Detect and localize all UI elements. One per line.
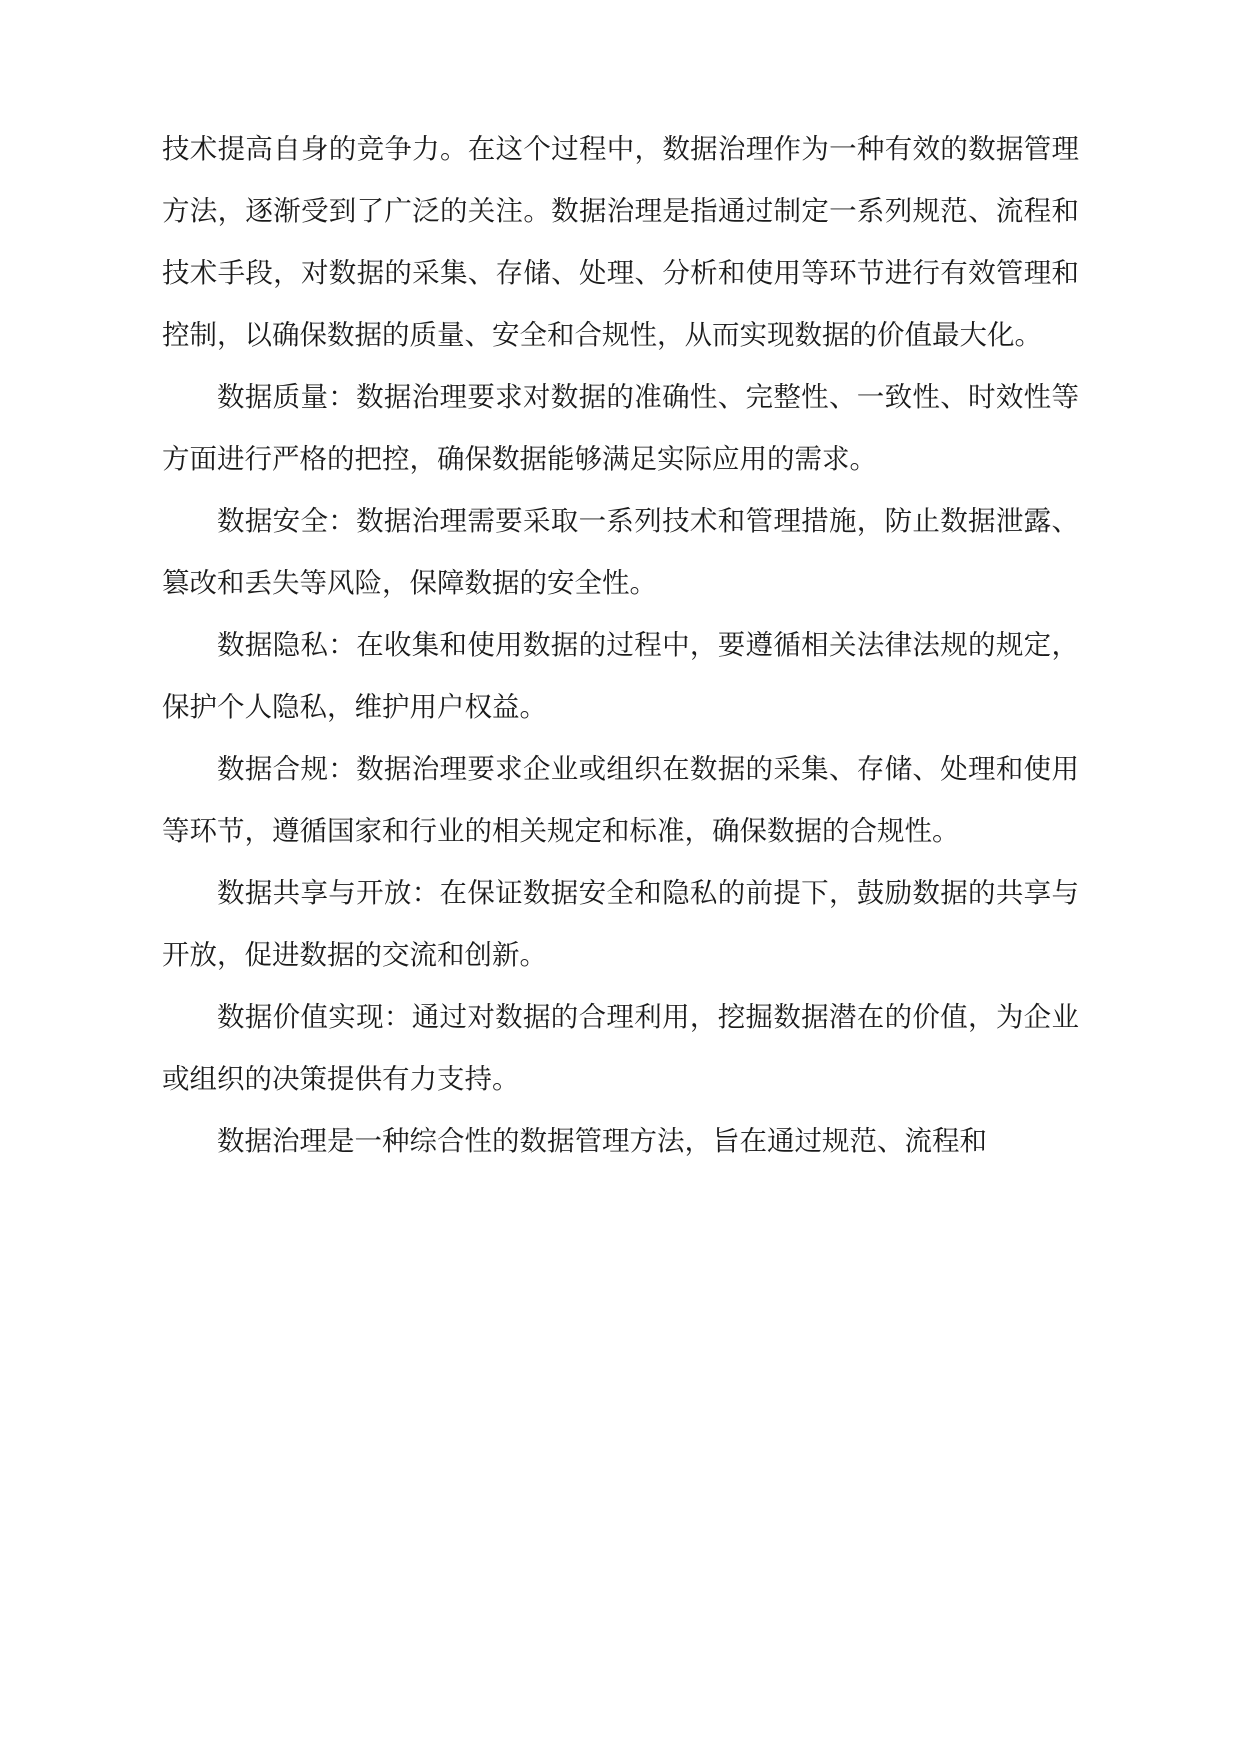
paragraph-2: 数据质量：数据治理要求对数据的准确性、完整性、一致性、时效性等方面进行严格的把控，确保数据能够满足实际应用的需求。 [162,381,1079,475]
paragraph-3: 数据安全：数据治理需要采取一系列技术和管理措施，防止数据泄露、篡改和丢失等风险，保障数据的安全性。 [162,505,1079,599]
paragraph-8: 数据治理是一种综合性的数据管理方法，旨在通过规范、流程和 [217,1125,987,1157]
paragraph-5: 数据合规：数据治理要求企业或组织在数据的采集、存储、处理和使用等环节，遵循国家和行业的相关规定和标准，确保数据的合规性。 [162,753,1079,847]
paragraph-7: 数据价值实现：通过对数据的合理利用，挖掘数据潜在的价值，为企业或组织的决策提供有力支持。 [162,1001,1079,1095]
document-body [162,118,1079,1172]
paragraph-6: 数据共享与开放：在保证数据安全和隐私的前提下，鼓励数据的共享与开放，促进数据的交流和创新。 [162,877,1079,971]
paragraph-4: 数据隐私：在收集和使用数据的过程中，要遵循相关法律法规的规定，保护个人隐私，维护用户权益。 [162,629,1079,723]
paragraph-1: 技术提高自身的竞争力。在这个过程中，数据治理作为一种有效的数据管理方法，逐渐受到了广泛的关注。数据治理是指通过制定一系列规范、流程和技术手段，对数据的采集、存储、处理、分析和使用等环节进行有效管理和控制，以确保数据的质量、安全和合规性，从而实现数据的价值最大化。 [162,133,1079,351]
